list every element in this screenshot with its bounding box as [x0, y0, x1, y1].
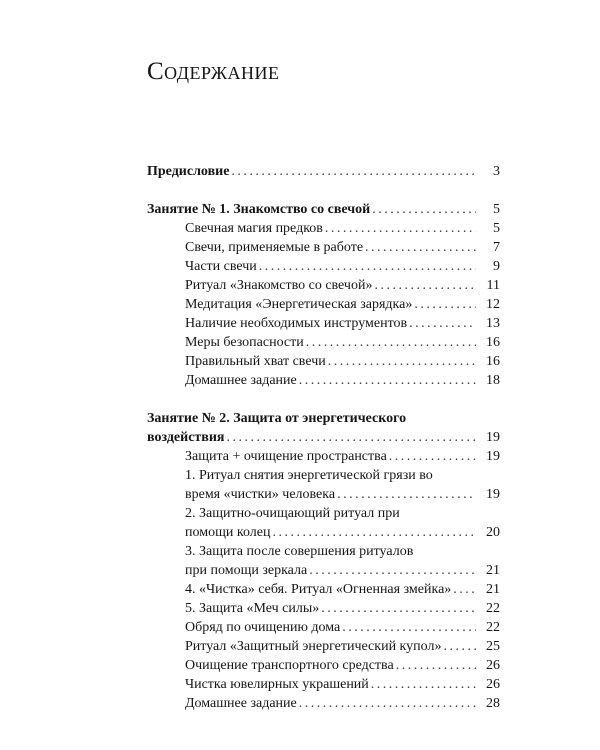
toc-item: [147, 637, 500, 656]
toc-chapter-1: [147, 200, 500, 219]
toc-leader-dots: [299, 371, 476, 390]
toc-entry-label: Домашнее задание: [185, 696, 297, 711]
toc-page-number: 26: [486, 658, 500, 673]
toc-entry-label: при помощи зеркала: [185, 563, 308, 578]
toc-item: [147, 238, 500, 257]
toc-page-number: 13: [486, 316, 500, 331]
toc-entry-label: 4. «Чистка» себя. Ритуал «Огненная змейка»: [185, 582, 452, 597]
toc-item: [147, 371, 500, 390]
toc-item: [147, 352, 500, 371]
toc-item: [147, 257, 500, 276]
toc-leader-dots: [299, 694, 476, 713]
toc-leader-dots: [337, 485, 476, 504]
toc-item: [147, 523, 500, 542]
toc-page-number: 18: [486, 373, 500, 388]
toc-entry-label: Чистка ювелирных украшений: [185, 677, 369, 692]
toc-entry-label: Свечная магия предков: [185, 221, 323, 236]
toc-page-number: 16: [486, 335, 500, 350]
toc-entry-label: Занятие № 1. Знакомство со свечой: [147, 202, 371, 217]
toc-item: [147, 276, 500, 295]
toc-page-number: 26: [486, 677, 500, 692]
toc-entry-label: 5. Защита «Меч силы»: [185, 601, 320, 616]
toc-page-number: 21: [486, 582, 500, 597]
toc-entry-label: воздействия: [147, 430, 225, 445]
toc-entry-label: Правильный хват свечи: [185, 354, 326, 369]
toc-page-number: 5: [493, 221, 500, 236]
toc-page-number: 11: [486, 278, 500, 293]
toc-page-number: 19: [486, 430, 500, 445]
toc-entry-label: Очищение транспортного средства: [185, 658, 394, 673]
toc-leader-dots: [453, 580, 476, 599]
toc-item: [147, 580, 500, 599]
toc-leader-dots: [372, 200, 476, 219]
toc-item: [147, 314, 500, 333]
toc-page-number: 19: [486, 487, 500, 502]
toc-entry-label: Меры безопасности: [185, 335, 304, 350]
toc-page-number: 5: [493, 202, 500, 217]
toc-entry-label: Медитация «Энергетическая зарядка»: [185, 297, 413, 312]
toc-item-line1: 2. Защитно-очищающий ритуал при: [185, 506, 400, 521]
toc-item: [147, 618, 500, 637]
toc-item: [147, 219, 500, 238]
toc-leader-dots: [371, 675, 476, 694]
toc-item: [147, 599, 500, 618]
toc-leader-dots: [272, 523, 476, 542]
toc-leader-dots: [443, 637, 476, 656]
toc-page-number: 7: [493, 240, 500, 255]
toc-item: [147, 295, 500, 314]
toc-entry-label: Ритуал «Знакомство со свечой»: [185, 278, 373, 293]
toc-leader-dots: [389, 447, 476, 466]
page-title: Содержание: [147, 58, 280, 85]
toc-entry-label: Свечи, применяемые в работе: [185, 240, 364, 255]
toc-entry-label: Наличие необходимых инструментов: [185, 316, 408, 331]
toc-leader-dots: [325, 219, 476, 238]
toc-leader-dots: [306, 333, 476, 352]
toc-item: [147, 675, 500, 694]
toc-page-number: 19: [486, 449, 500, 464]
toc-item-line1: 1. Ритуал снятия энергетической грязи во: [185, 468, 433, 483]
toc-leader-dots: [374, 276, 476, 295]
toc-leader-dots: [259, 257, 476, 276]
toc-entry-label: Домашнее задание: [185, 373, 297, 388]
toc-leader-dots: [365, 238, 476, 257]
toc-entry-label: Части свечи: [185, 259, 257, 274]
toc-leader-dots: [328, 352, 476, 371]
toc-page-number: 21: [486, 563, 500, 578]
toc-page-number: 16: [486, 354, 500, 369]
toc-page-number: 9: [493, 259, 500, 274]
toc-leader-dots: [321, 599, 476, 618]
toc-leader-dots: [231, 162, 476, 181]
toc-item: [147, 485, 500, 504]
toc-leader-dots: [396, 656, 476, 675]
toc-page-number: 28: [486, 696, 500, 711]
toc-page-number: 12: [486, 297, 500, 312]
toc-item-line1: 3. Защита после совершения ритуалов: [185, 544, 414, 559]
toc-item: [147, 447, 500, 466]
table-of-contents: [147, 162, 500, 713]
toc-chapter-2-line1: Занятие № 2. Защита от энергетического: [147, 411, 407, 426]
toc-item: [147, 561, 500, 580]
toc-leader-dots: [309, 561, 476, 580]
toc-entry-preface: [147, 162, 500, 181]
toc-leader-dots: [409, 314, 476, 333]
toc-chapter-2: [147, 428, 500, 447]
toc-entry-label: Предисловие: [147, 164, 230, 179]
toc-page-number: 22: [486, 620, 500, 635]
toc-entry-label: помощи колец: [185, 525, 271, 540]
toc-entry-label: Обряд по очищению дома: [185, 620, 341, 635]
toc-page-number: 25: [486, 639, 500, 654]
toc-leader-dots: [414, 295, 476, 314]
toc-page-number: 22: [486, 601, 500, 616]
toc-leader-dots: [342, 618, 476, 637]
toc-leader-dots: [227, 428, 477, 447]
toc-item: [147, 333, 500, 352]
toc-page-number: 20: [486, 525, 500, 540]
toc-entry-label: Защита + очищение пространства: [185, 449, 387, 464]
toc-entry-label: время «чистки» человека: [185, 487, 336, 502]
toc-entry-label: Ритуал «Защитный энергетический купол»: [185, 639, 442, 654]
toc-item: [147, 656, 500, 675]
toc-item: [147, 694, 500, 713]
toc-page-number: 3: [493, 164, 500, 179]
